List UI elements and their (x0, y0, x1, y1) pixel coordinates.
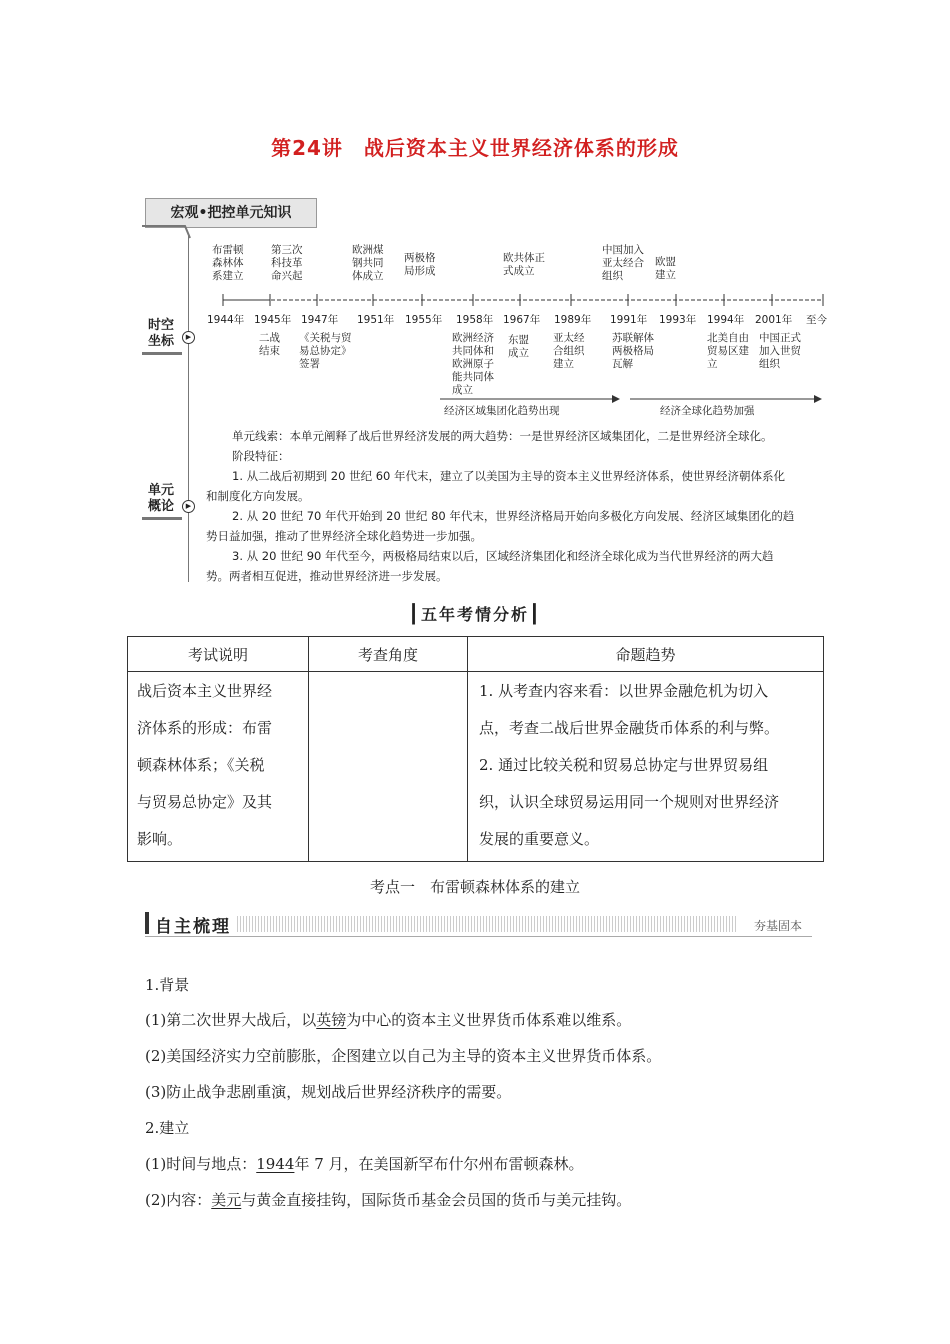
cell-line: 顿森林体系；《关税 (137, 756, 265, 774)
answer-blank: 1944 (256, 1155, 295, 1173)
stage-paragraph: 2. 从 20 世纪 70 年代开始到 20 世纪 80 年代末，世界经济格局开始向多极化方向发展、经济区域集团化的趋 (232, 509, 795, 523)
side-label-bar (142, 352, 182, 355)
stage-paragraph: 势日益加强，推动了世界经济全球化趋势进一步加强。 (206, 529, 482, 543)
timeline-event-above: 欧共体正式成立 (503, 252, 545, 277)
year-label: 1993年 (659, 314, 697, 326)
timeline-event-below: 苏联解体两极格局瓦解 (612, 332, 654, 370)
trend-arrows (440, 393, 825, 405)
table-header-cell: 考查角度 (309, 637, 468, 672)
cell-line: 与贸易总协定》及其 (137, 793, 273, 811)
content-heading: 2.建立 (145, 1119, 190, 1137)
cell-line: 2. 通过比较关税和贸易总协定与世界贸易组 (479, 756, 769, 774)
exam-analysis-table (127, 636, 824, 862)
cell-line: 影响。 (137, 830, 183, 848)
year-label: 1955年 (405, 314, 443, 326)
year-label: 1991年 (610, 314, 648, 326)
side-label-overview: 单元概论 (147, 483, 174, 514)
cell-line: 点，考查二战后世界金融货币体系的利与弊。 (479, 719, 780, 737)
cell-line: 济体系的形成：布雷 (137, 719, 273, 737)
play-circle-icon: ▶ (182, 500, 195, 513)
table-header-cell: 考试说明 (128, 637, 309, 672)
five-year-heading: ┃五年考情分析┃ (408, 604, 542, 625)
year-label: 1944年 (207, 314, 245, 326)
content-line: (3)防止战争悲剧重演，规划战后世界经济秩序的需要。 (145, 1083, 512, 1101)
timeline-event-below: 东盟成立 (508, 334, 529, 359)
content-line: (2)内容：美元与黄金直接挂钩，国际货币基金会员国的货币与美元挂钩。 (145, 1191, 632, 1209)
self-study-bar (145, 912, 812, 937)
timeline-event-below: 中国正式加入世贸组织 (759, 332, 801, 370)
exam-trend-cell (468, 672, 824, 862)
trend-label-regional: 经济区域集团化趋势出现 (444, 405, 560, 417)
timeline-event-below: 二战结束 (259, 332, 280, 357)
year-label: 至今 (806, 314, 827, 326)
unit-clue: 单元线索：本单元阐释了战后世界经济发展的两大趋势：一是世界经济区域集团化，二是世界经济全球化。 (232, 429, 773, 443)
stage-label: 阶段特征： (232, 449, 290, 463)
timeline-event-above: 布雷顿森林体系建立 (212, 244, 244, 282)
timeline-event-below: 亚太经合组织建立 (553, 332, 585, 370)
content-heading: 1.背景 (145, 976, 190, 994)
year-label: 1945年 (254, 314, 292, 326)
side-label-space-time: 时空坐标 (147, 318, 174, 349)
stage-paragraph: 3. 从 20 世纪 90 年代至今，两极格局结束以后，区域经济集团化和经济全球化成为当代世界经济的两大趋 (232, 549, 774, 563)
self-study-label: 自主梳理 (155, 917, 231, 937)
year-label: 1951年 (357, 314, 395, 326)
side-label-bar (142, 517, 182, 520)
year-label: 1947年 (301, 314, 339, 326)
stage-paragraph: 势。两者相互促进，推动世界经济进一步发展。 (206, 569, 448, 583)
timeline-event-above: 第三次科技革命兴起 (271, 244, 303, 282)
cell-line: 1. 从考查内容来看：以世界金融危机为切入 (479, 682, 769, 700)
self-study-tag: 夯基固本 (753, 919, 802, 933)
answer-blank: 美元 (211, 1191, 242, 1209)
answer-blank: 英镑 (316, 1011, 347, 1029)
cell-line: 发展的重要意义。 (479, 830, 600, 848)
timeline-axis (210, 290, 830, 310)
self-study-pattern (237, 916, 737, 932)
content-line: (1)第二次世界大战后，以英镑为中心的资本主义世界货币体系难以维系。 (145, 1011, 632, 1029)
timeline-event-above: 欧洲煤钢共同体成立 (352, 244, 384, 282)
timeline-event-below: 北美自由贸易区建立 (707, 332, 749, 370)
timeline-event-above: 中国加入亚太经合组织 (602, 244, 644, 282)
self-study-marker (145, 912, 149, 934)
kaodian-heading: 考点一 布雷顿森林体系的建立 (369, 878, 580, 896)
year-label: 1958年 (456, 314, 494, 326)
cell-line: 战后资本主义世界经 (137, 682, 273, 700)
table-header-cell: 命题趋势 (468, 637, 824, 672)
table-header-row (128, 637, 824, 672)
trend-label-global: 经济全球化趋势加强 (660, 405, 755, 417)
timeline-event-below: 欧洲经济共同体和欧洲原子能共同体成立 (452, 332, 494, 396)
cell-line: 织，认识全球贸易运用同一个规则对世界经济 (479, 793, 780, 811)
year-label: 1989年 (554, 314, 592, 326)
vertical-guide-line (188, 236, 189, 582)
timeline-event-above: 欧盟建立 (655, 256, 676, 281)
timeline-event-above: 两极格局形成 (404, 252, 436, 277)
year-label: 1994年 (707, 314, 745, 326)
stage-paragraph: 和制度化方向发展。 (206, 489, 310, 503)
macro-header-tag: 宏观•把控单元知识 (145, 198, 317, 228)
year-label: 1967年 (503, 314, 541, 326)
play-circle-icon: ▶ (182, 331, 195, 344)
stage-paragraph: 1. 从二战后初期到 20 世纪 60 年代末，建立了以美国为主导的资本主义世界经济体系，使世界经济朝体系化 (232, 469, 786, 483)
content-line: (1)时间与地点：1944年 7 月，在美国新罕布什尔州布雷顿森林。 (145, 1155, 584, 1173)
page-title: 第24讲 战后资本主义世界经济体系的形成 (271, 136, 679, 160)
exam-angle-cell (309, 672, 468, 862)
exam-description-cell (128, 672, 309, 862)
timeline-event-below: 《关税与贸易总协定》签署 (299, 332, 352, 370)
year-label: 2001年 (755, 314, 793, 326)
content-line: (2)美国经济实力空前膨胀，企图建立以自己为主导的资本主义世界货币体系。 (145, 1047, 662, 1065)
table-row (128, 672, 824, 862)
header-tag-pointer (140, 224, 200, 244)
